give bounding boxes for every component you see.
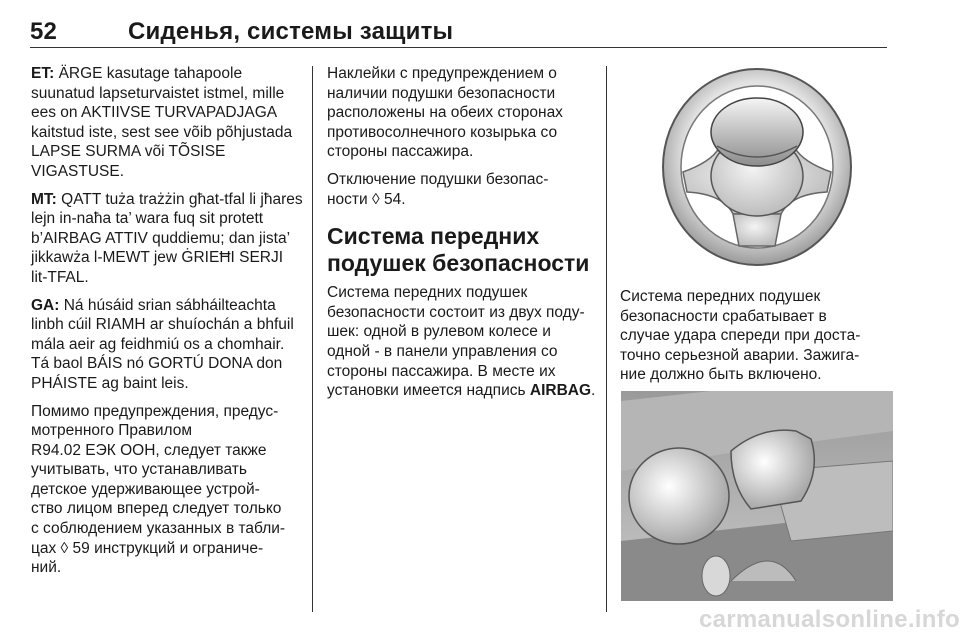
warning-mt xyxy=(31,190,303,288)
warning-et xyxy=(31,64,303,182)
paragraph-activation: Система передних подушек безопасности срабатывает в случае удара спереди при доста- точно серьезной аварии. Зажига- ние должно быть включено. xyxy=(620,288,861,384)
warning-ga xyxy=(31,296,303,394)
section-heading: Система передних подушек безопасности xyxy=(327,223,590,277)
text-ga: Ná húsáid srian sábháilteachta linbh cúil RIAMH ar shuíochán a bhfuil mála aeir ag feidhmiú os a chomhair. Tá baol BÁIS nó GORTÚ DONA don PHÁISTE ag baint leis. xyxy=(31,296,294,392)
text-mt: QATT tuża trażżin għat-tfal li jħares lejn in-naħa ta’ wara fuq sit protett b’AIRBAG ATTIV quddiemu; dan jista’ jikkawża l-MEWT jew ĠRIEĦI SERJI lit-TFAL. xyxy=(31,190,303,286)
paragraph-deactivation: Отключение подушки безопас- ности ◊ 54. xyxy=(327,170,549,208)
label-et: ET: xyxy=(31,65,55,82)
page-number: 52 xyxy=(30,18,58,45)
system-text: Система передних подушек безопасности состоит из двух поду- шек: одной в рулевом колесе и одной - в панели управления со стороны пассажира. В месте их установки имеется надпись xyxy=(327,284,585,400)
page-title: Сиденья, системы защиты xyxy=(128,18,454,45)
column-divider-right xyxy=(606,66,607,612)
airbag-label: AIRBAG xyxy=(529,382,592,400)
column-1 xyxy=(31,64,303,586)
page-header xyxy=(30,14,890,48)
paragraph-ru: Помимо предупреждения, предус- мотренного Правилом R94.02 ЕЭК ООН, следует также учитывать, что устанавливать детское удерживающее устрой- ство лицом вперед следует только с соблюдением указанных в табли- цах ◊ 59 инструкций и ограниче- ний. xyxy=(31,402,286,577)
column-divider-left xyxy=(312,66,313,612)
label-mt: MT: xyxy=(31,190,57,208)
column-3 xyxy=(620,287,892,393)
paragraph-system xyxy=(327,283,599,401)
paragraph-stickers: Наклейки с предупреждением о наличии подушки безопасности расположены на обеих сторонах противосолнечного козырька со стороны пассажира. xyxy=(327,65,563,161)
label-ga: GA: xyxy=(31,296,60,314)
header-rule xyxy=(30,47,887,48)
watermark-text: carmanualsonline.info xyxy=(698,606,960,633)
steering-wheel-illustration xyxy=(621,64,893,276)
column-2 xyxy=(327,64,599,409)
text-et: ÄRGE kasutage tahapoole suunatud lapseturvaistet istmel, mille ees on AKTIIVSE TURVAPADJAGA kaitstud iste, sest see võib põhjustada LAPSE SURMA või TÕSISE VIGASTUSE. xyxy=(31,65,293,180)
airbag-deployment-illustration xyxy=(621,391,893,601)
system-text-end: . xyxy=(591,382,596,400)
